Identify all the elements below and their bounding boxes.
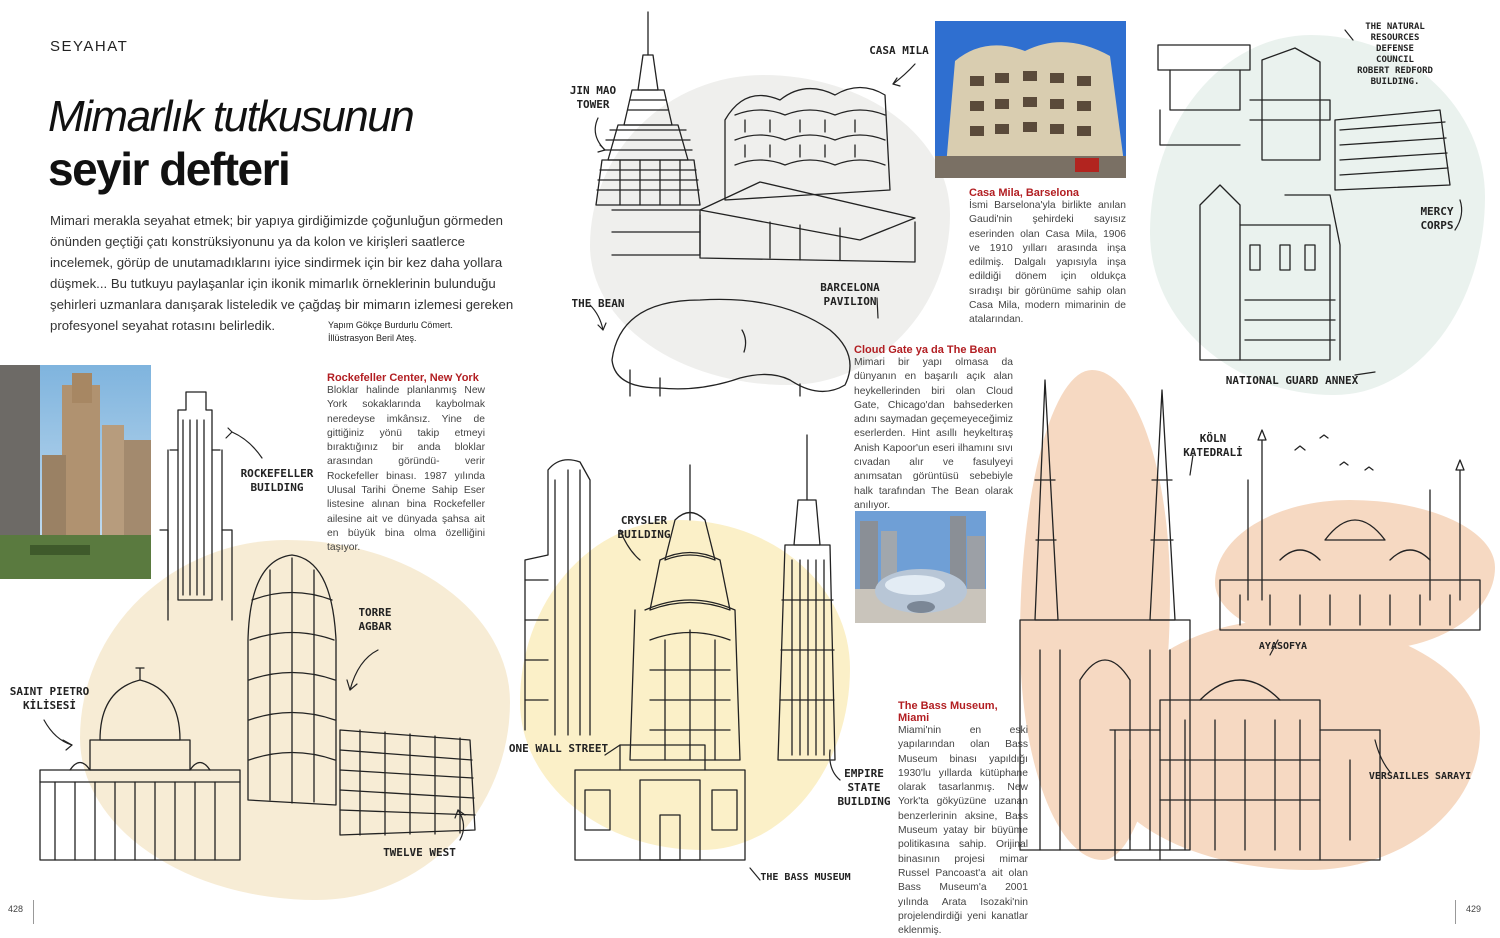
headline-line2: seyir defteri	[48, 143, 290, 195]
section-label: SEYAHAT	[50, 38, 129, 55]
label-one-wall-street: ONE WALL STREET	[508, 742, 609, 755]
arrows-drawing	[44, 30, 1462, 880]
one-wall-street-drawing	[525, 460, 590, 735]
credit-producer: Yapım Gökçe Burdurlu Cömert.	[328, 320, 453, 330]
caption-bean-text: Mimari bir yapı olmasa da dünyanın en başarılı açık alan heykellerinden biri olan Cloud Gate, Chicago'dan bahsederken adını saymadan geçemeyeceğimiz eserlerden. Hint asıllı heykeltıraş Anish Kapoor'un eseri ilhamını sıvı cıvadan alır ve fasulyeyi anımsatan görüntüsü sebebiyle halk tarafından The Bean olarak anılıyor.	[854, 357, 1013, 511]
intro-paragraph: Mimari merakla seyahat etmek; bir yapıya girdiğimizde çoğunluğun görmeden önünden geçtiği çatı konstrüksiyonunu ya da kolon ve kirişleri saatlerce incelemek, görüp de unutamadıklarını iyice sindirmek için bir kez daha yollara düşmek... Bu tutkuyu paylaşanlar için ikonik mimarlık örneklerinin bulunduğu şehirleri uzmanlara danışarak listeledik ve çağdaş bir mimarın izlemesi gereken profesyonel seyahat rotasını belirledik.	[50, 213, 514, 333]
bass-museum-drawing	[575, 745, 745, 860]
label-barcelona-pavilion: BARCELONA PAVILION	[820, 281, 880, 308]
caption-rockefeller-text: Bloklar halinde planlanmış New York sokaklarında kaybolmak neredeyse imkânsız. Yine de gittiğiniz yönü takip etmeyi bıraktığınız bir anda bloklar arasından göründü- verir Rockefeller binası. 1987 yılında Ulusal Tarihi Öneme Sahip Eser listesine alınan bina Rockefeller ailesine ait ve dünyada şahsa ait en büyük bina olma özelliğini taşıyor.	[327, 385, 485, 554]
national-guard-annex-drawing	[1200, 185, 1340, 360]
caption-rockefeller-title: Rockefeller Center, New York	[327, 372, 479, 384]
label-crysler: CRYSLER BUILDING	[617, 514, 671, 541]
label-the-bean: THE BEAN	[571, 297, 625, 310]
headline-line1: Mimarlık tutkusunun	[48, 92, 414, 141]
page-number-right: 429	[1466, 904, 1482, 914]
koln-cathedral-drawing	[1020, 380, 1190, 850]
twelve-west-drawing	[340, 730, 475, 835]
caption-bass-text: Miami'nin en eski yapılarından olan Bass Museum binası yapıldığı 1930'lu yıllarda kütüphane olarak tasarlanmış. New York'ta gökyüzüne uzanan benzerlerinin aksine, Bass Museum yatay bir büyüme politikasına sahip. Orijinal binasının projesi mimar Russel Pancoast'a ait olan Bass Museum'a 2001 yılında Arata Isozaki'nin projelendirdiği yeni kanatlar eklenmiş.	[898, 725, 1028, 937]
label-torre-agbar: TORRE AGBAR	[358, 606, 392, 633]
label-casa-mila: CASA MILA	[869, 44, 929, 57]
caption-bean-title: Cloud Gate ya da The Bean	[854, 344, 997, 356]
page-number-left: 428	[8, 904, 24, 914]
barcelona-pavilion-drawing	[612, 182, 915, 262]
caption-casamila-title: Casa Mila, Barselona	[969, 187, 1080, 199]
rockefeller-building-drawing	[160, 392, 232, 620]
birds-drawing	[1295, 435, 1373, 470]
label-mercy-corps: MERCY CORPS	[1420, 205, 1454, 232]
label-koln: KÖLN KATEDRALİ	[1183, 432, 1243, 459]
the-bean-drawing	[612, 299, 850, 396]
label-saint-pietro: SAINT PIETRO KİLİSESİ	[9, 685, 90, 712]
credit-illustrator: İllüstrasyon Beril Ateş.	[328, 333, 417, 343]
label-rockefeller: ROCKEFELLER BUILDING	[240, 467, 314, 494]
label-versailles: VERSAILLES SARAYI	[1368, 771, 1472, 782]
label-national-guard: NATIONAL GUARD ANNEX	[1225, 374, 1359, 387]
label-ayasofya: AYASOFYA	[1258, 641, 1308, 652]
chrysler-building-drawing	[630, 465, 740, 760]
label-jin-mao: JIN MAO TOWER	[569, 84, 617, 111]
ayasofya-drawing	[1220, 430, 1480, 630]
empire-state-drawing	[778, 435, 835, 760]
label-twelve-west: TWELVE WEST	[383, 846, 456, 859]
label-nrdc: THE NATURAL RESOURCES DEFENSE COUNCIL ROBERT REDFORD BUILDING.	[1357, 22, 1433, 87]
label-empire-state: EMPIRE STATE BUILDING	[837, 767, 891, 808]
caption-bass-title: The Bass Museum, Miami	[898, 700, 998, 724]
caption-casamila-text: İsmi Barselona'yla birlikte anılan Gaudi'nin şehirdeki sayısız eserinden olan Casa Mila, 1906 ve 1910 yılları arasında inşa edilmiş. Dalgalı yapısıyla inşa edildiği dönem için oldukça sıradışı bir görünüme sahip olan Casa Mila, modern mimarinin de atalarından.	[969, 200, 1126, 326]
casa-mila-drawing	[725, 88, 890, 201]
torre-agbar-drawing	[248, 555, 336, 805]
label-bass-museum: THE BASS MUSEUM	[760, 872, 851, 883]
